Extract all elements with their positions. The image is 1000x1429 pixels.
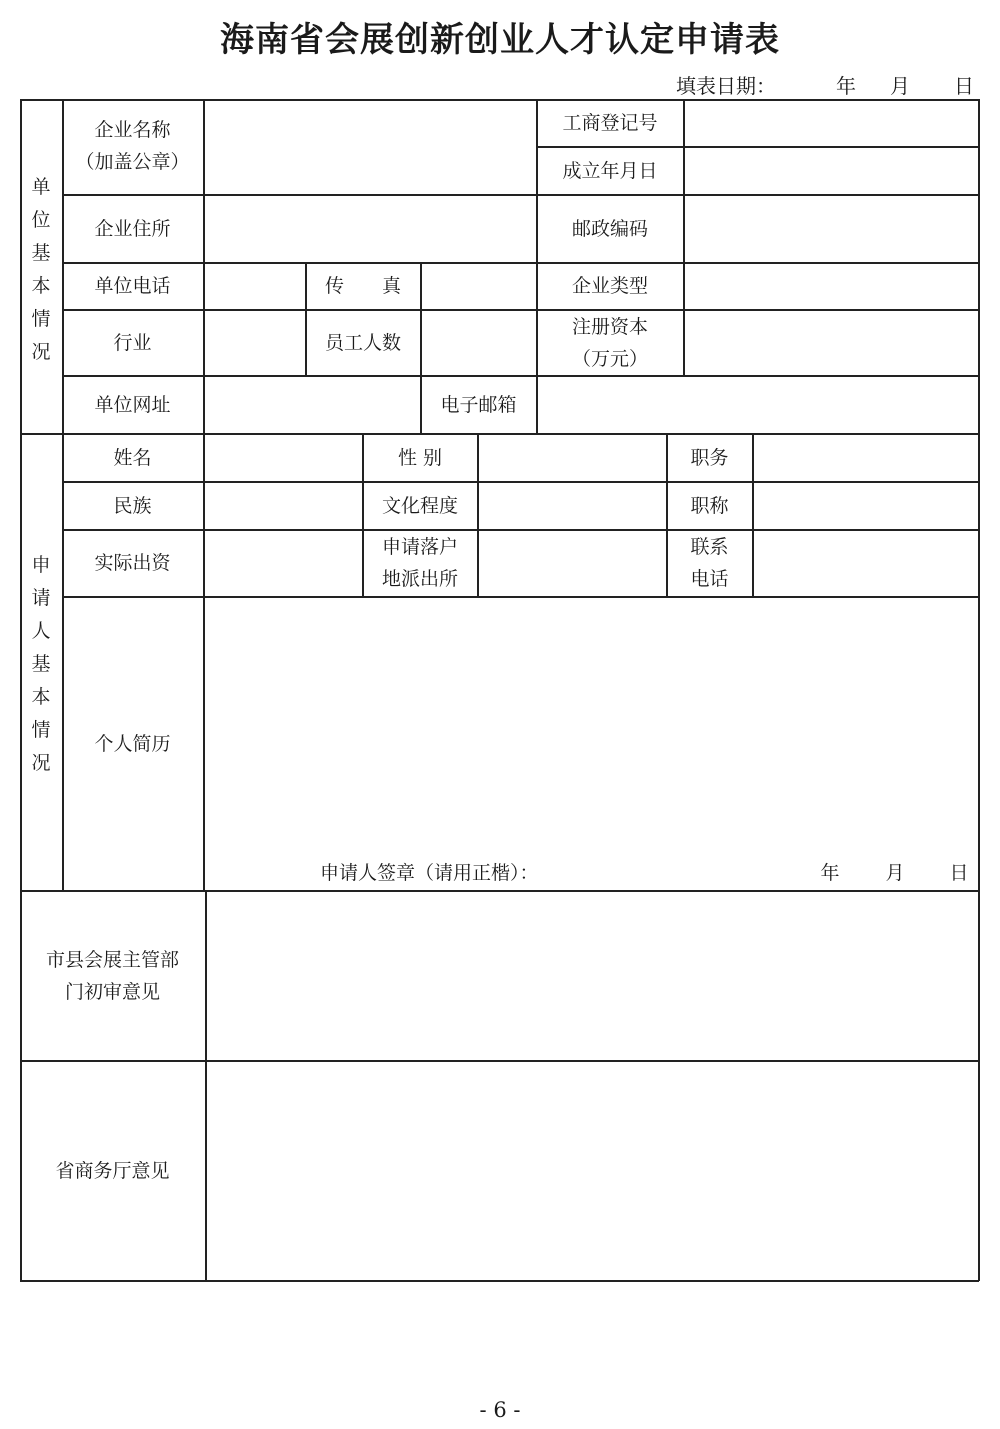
contact-phone-field[interactable] [753, 530, 978, 596]
province-review-field[interactable] [206, 1061, 978, 1280]
address-label: 企业住所 [94, 217, 171, 240]
city-review-field[interactable] [206, 891, 978, 1060]
position-field[interactable] [753, 434, 978, 481]
email-label: 电子邮箱 [440, 393, 517, 416]
investment-field[interactable] [204, 530, 362, 596]
signature-field[interactable] [560, 855, 810, 889]
investment-label: 实际出资 [94, 552, 171, 574]
fill-date-year: 年 [836, 74, 856, 98]
postal-code-field[interactable] [684, 195, 978, 262]
resume-field[interactable] [204, 597, 978, 847]
position-label: 职务 [690, 446, 729, 469]
page-title: 海南省会展创新创业人才认定申请表 [220, 20, 780, 60]
signature-year: 年 [820, 862, 840, 884]
business-reg-no-label: 工商登记号 [562, 112, 658, 134]
email-field[interactable] [537, 376, 978, 433]
gender-field[interactable] [478, 434, 666, 481]
contact-phone-label: 联系 电话 [690, 536, 729, 590]
registered-capital-label: 注册资本 （万元） [571, 315, 648, 370]
postal-code-label: 邮政编码 [571, 217, 648, 240]
education-field[interactable] [478, 482, 666, 529]
job-title-field[interactable] [753, 482, 978, 529]
signature-month: 月 [885, 862, 905, 884]
founding-date-field[interactable] [684, 147, 978, 194]
police-station-field[interactable] [478, 530, 666, 596]
employees-field[interactable] [421, 310, 536, 375]
website-field[interactable] [204, 376, 420, 433]
company-name-label: 企业名称 （加盖公章） [75, 119, 190, 173]
fill-date-month: 月 [890, 74, 910, 98]
industry-field[interactable] [204, 310, 305, 375]
company-name-field[interactable] [204, 100, 536, 194]
education-label: 文化程度 [381, 494, 458, 517]
resume-label: 个人简历 [94, 732, 171, 755]
applicant-name-field[interactable] [204, 434, 362, 481]
fax-label: 传 真 [324, 275, 401, 297]
ethnicity-label: 民族 [113, 494, 152, 517]
company-type-label: 企业类型 [571, 275, 648, 297]
gender-label: 性 别 [397, 446, 443, 469]
police-station-label: 申请落户 地派出所 [381, 536, 458, 590]
fill-date-label: 填表日期： [676, 74, 776, 98]
phone-label: 单位电话 [94, 275, 171, 297]
industry-label: 行业 [113, 331, 152, 354]
province-review-label: 省商务厅意见 [55, 1159, 170, 1182]
city-review-label: 市县会展主管部 门初审意见 [45, 948, 179, 1003]
applicant-name-label: 姓名 [113, 446, 152, 469]
phone-field[interactable] [204, 263, 305, 309]
address-field[interactable] [204, 195, 536, 262]
business-reg-no-field[interactable] [684, 100, 978, 146]
employees-label: 员工人数 [324, 331, 401, 354]
fax-field[interactable] [421, 263, 536, 309]
section-unit-title: 单 位 基 本 情 况 [31, 176, 51, 363]
registered-capital-field[interactable] [684, 310, 978, 375]
company-type-field[interactable] [684, 263, 978, 309]
founding-date-label: 成立年月日 [562, 159, 658, 182]
website-label: 单位网址 [94, 393, 171, 416]
signature-label: 申请人签章（请用正楷）： [320, 862, 539, 884]
page-number: - 6 - [479, 1398, 521, 1422]
job-title-label: 职称 [690, 494, 729, 517]
fill-date-day: 日 [954, 74, 974, 98]
section-applicant-title: 申 请 人 基 本 情 况 [31, 553, 51, 774]
signature-day: 日 [949, 862, 969, 884]
ethnicity-field[interactable] [204, 482, 362, 529]
